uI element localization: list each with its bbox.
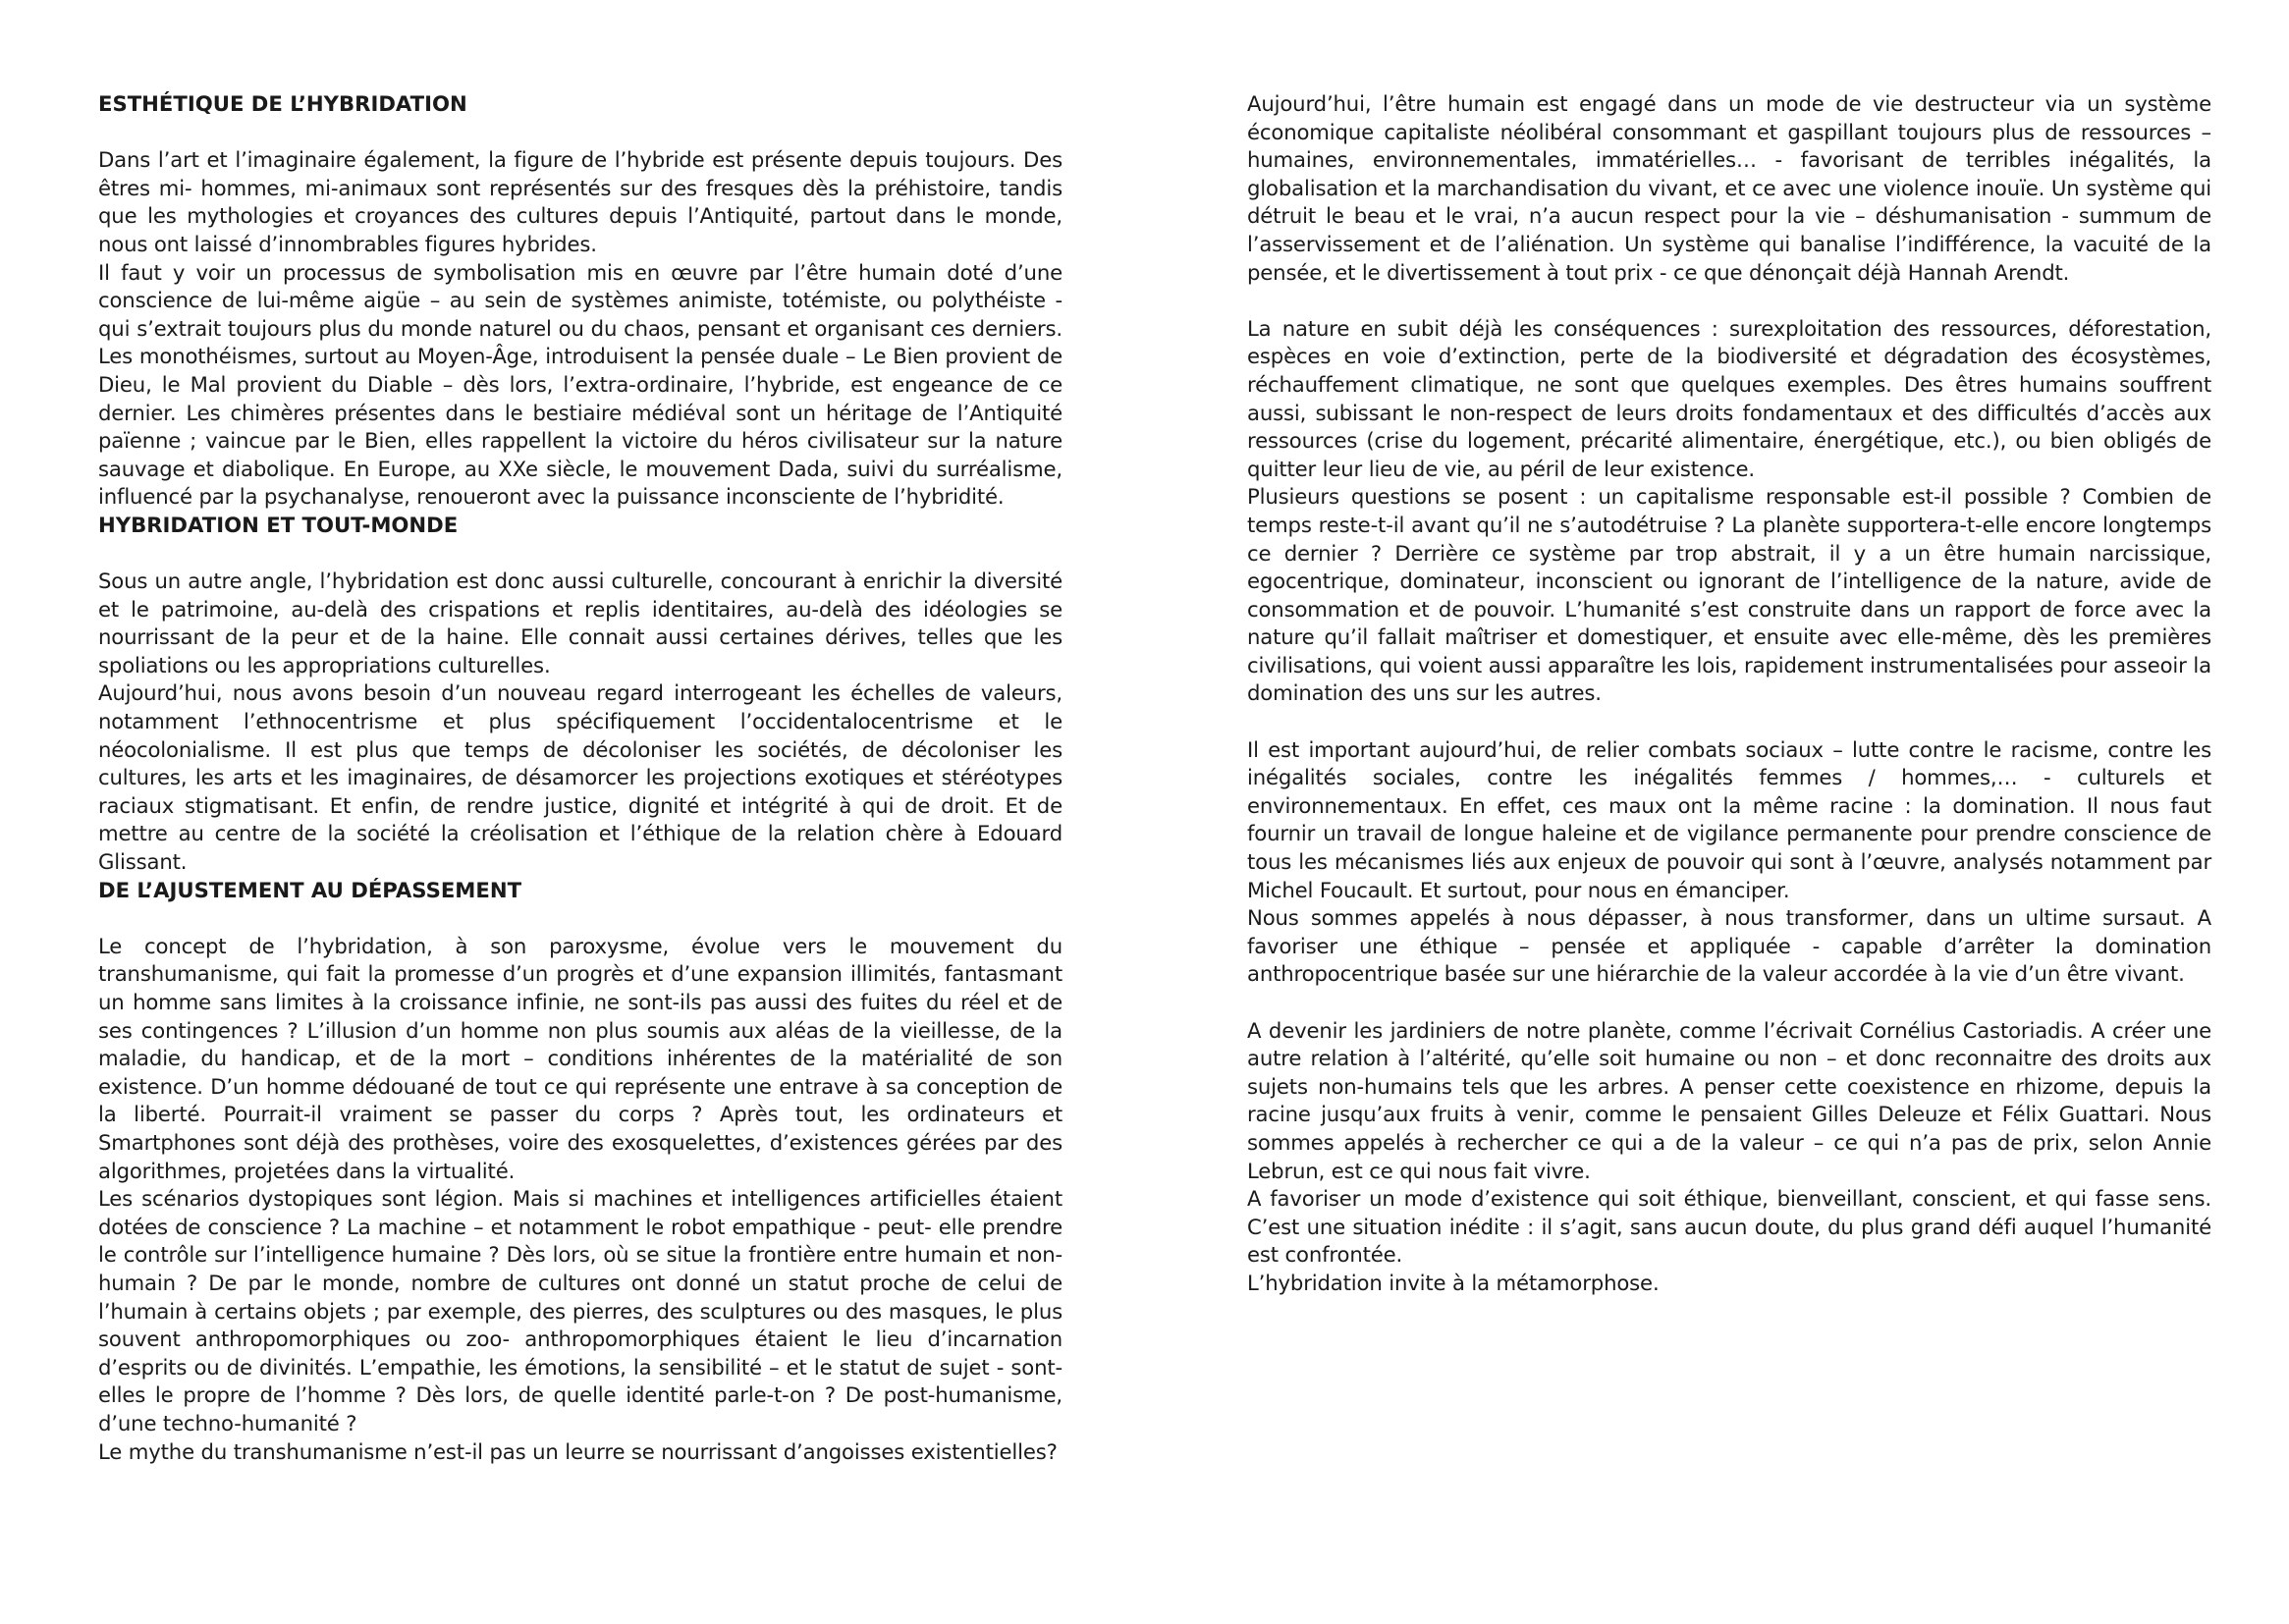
section-body xyxy=(98,568,1063,877)
paragraph: Sous un autre angle, l’hybridation est donc aussi culturelle, concourant à enrichir la diversité et le patrimoine, au-delà des crispations et replis identitaires, au-delà des idéologies se nourrissant de la peur et de la haine. Elle connait aussi certaines dérives, telles que les spoliations ou les appropriations culturelles. xyxy=(98,568,1063,677)
section-heading: DE L’AJUSTEMENT AU DÉPASSEMENT xyxy=(98,877,522,902)
section-heading: ESTHÉTIQUE DE L’HYBRIDATION xyxy=(98,91,467,116)
paragraph: A devenir les jardiniers de notre planète, comme l’écrivait Cornélius Castoriadis. A créer une autre relation à l’altérité, qu’elle soit humaine ou non – et donc reconnaitre des droits aux sujets non-humains tels que les arbres. A penser cette coexistence en rhizome, depuis la racine jusqu’aux fruits à venir, comme le pensaient Gilles Deleuze et Félix Guattari. Nous sommes appelés à rechercher ce qui a de la valeur – ce qui n’a pas de prix, selon Annie Lebrun, est ce qui nous fait vivre. xyxy=(1247,1017,2211,1183)
section-body xyxy=(98,933,1063,1466)
left-column xyxy=(98,90,1063,1466)
right-column xyxy=(1247,90,2211,1298)
paragraph: Il est important aujourd’hui, de relier combats sociaux – lutte contre le racisme, contre les inégalités sociales, contre les inégalités femmes / hommes,… - culturels et environnementaux. En effet, ces maux ont la même racine : la domination. Il nous faut fournir un travail de longue haleine et de vigilance permanente pour prendre conscience de tous les mécanismes liés aux enjeux de pouvoir qui sont à l’œuvre, analysés notamment par Michel Foucault. Et surtout, pour nous en émanciper. xyxy=(1247,736,2211,902)
section-depassement xyxy=(98,877,1063,1466)
section-esthetique xyxy=(98,90,1063,512)
paragraph: L’hybridation invite à la métamorphose. xyxy=(1247,1270,1660,1295)
paragraph: Aujourd’hui, nous avons besoin d’un nouveau regard interrogeant les échelles de valeurs, notamment l’ethnocentrisme et plus spécifiquement l’occidentalocentrisme et le néocolonialisme. Il est plus que temps de décoloniser les sociétés, de décoloniser les cultures, les arts et les imaginaires, de désamorcer les projections exotiques et stéréotypes raciaux stigmatisant. Et enfin, de rendre justice, dignité et intégrité à qui de droit. Et de mettre au centre de la société la créolisation et l’éthique de la relation chère à Edouard Glissant. xyxy=(98,680,1063,875)
paragraph: A favoriser un mode d’existence qui soit éthique, bienveillant, conscient, et qui fasse sens. C’est une situation inédite : il s’agit, sans aucun doute, du plus grand défi auquel l’humanité est confrontée. xyxy=(1247,1186,2211,1268)
paragraph: Il faut y voir un processus de symbolisation mis en œuvre par l’être humain doté d’une conscience de lui-même aigüe – au sein de systèmes animiste, totémiste, ou polythéiste - qui s’extrait toujours plus du monde naturel ou du chaos, pensant et organisant ces derniers. Les monothéismes, surtout au Moyen-Âge, introduisent la pensée duale – Le Bien provient de Dieu, le Mal provient du Diable – dès lors, l’extra-ordinaire, l’hybride, est engeance de ce dernier. Les chimères présentes dans le bestiaire médiéval sont un héritage de l’Antiquité païenne ; vaincue par le Bien, elles rappellent la victoire du héros civilisateur sur la nature sauvage et diabolique. En Europe, au XXe siècle, le mouvement Dada, suivi du surréalisme, influencé par la psychanalyse, renoueront avec la puissance inconsciente de l’hybridité. xyxy=(98,259,1063,510)
section-tout-monde xyxy=(98,512,1063,877)
text-block xyxy=(1247,1017,2211,1298)
text-block xyxy=(1247,315,2211,708)
paragraph: Le mythe du transhumanisme n’est-il pas un leurre se nourrissant d’angoisses existentielles? xyxy=(98,1438,1058,1464)
paragraph: Aujourd’hui, l’être humain est engagé dans un mode de vie destructeur via un système économique capitaliste néolibéral consommant et gaspillant toujours plus de ressources – humaines, environnementales, immatérielles… - favorisant de terribles inégalités, la globalisation et la marchandisation du vivant, et ce avec une violence inouïe. Un système qui détruit le beau et le vrai, n’a aucun respect pour la vie – déshumanisation - summum de l’asservissement et de l’aliénation. Un système qui banalise l’indifférence, la vacuité de la pensée, et le divertissement à tout prix - ce que dénonçait déjà Hannah Arendt. xyxy=(1247,91,2211,285)
paragraph: Plusieurs questions se posent : un capitalisme responsable est-il possible ? Combien de temps reste-t-il avant qu’il ne s’autodétruise ? La planète supportera-t-elle encore longtemps ce dernier ? Derrière ce système par trop abstrait, il y a un être humain narcissique, egocentrique, dominateur, inconscient ou ignorant de l’intelligence de la nature, avide de consommation et de pouvoir. L’humanité s’est construite dans un rapport de force avec la nature qu’il fallait maîtriser et domestiquer, et ensuite avec elle-même, dès les premières civilisations, qui voient aussi apparaître les lois, rapidement instrumentalisées pour asseoir la domination des uns sur les autres. xyxy=(1247,484,2211,706)
text-block xyxy=(1247,736,2211,989)
paragraph: Dans l’art et l’imaginaire également, la figure de l’hybride est présente depuis toujours. Des êtres mi- hommes, mi-animaux sont représentés sur des fresques dès la préhistoire, tandis que les mythologies et croyances des cultures depuis l’Antiquité, partout dans le monde, nous ont laissé d’innombrables figures hybrides. xyxy=(98,147,1063,256)
paragraph: Le concept de l’hybridation, à son paroxysme, évolue vers le mouvement du transhumanisme, qui fait la promesse d’un progrès et d’une expansion illimités, fantasmant un homme sans limites à la croissance infinie, ne sont-ils pas aussi des fuites du réel et de ses contingences ? L’illusion d’un homme non plus soumis aux aléas de la vieillesse, de la maladie, du handicap, et de la mort – conditions inhérentes de la matérialité de son existence. D’un homme dédouané de tout ce qui représente une entrave à sa conception de la liberté. Pourrait-il vraiment se passer du corps ? Après tout, les ordinateurs et Smartphones sont déjà des prothèses, voire des exosquelettes, d’existences gérées par des algorithmes, projetées dans la virtualité. xyxy=(98,933,1063,1183)
paragraph: Les scénarios dystopiques sont légion. Mais si machines et intelligences artificielles étaient dotées de conscience ? La machine – et notamment le robot empathique - peut- elle prendre le contrôle sur l’intelligence humaine ? Dès lors, où se situe la frontière entre humain et non-humain ? De par le monde, nombre de cultures ont donné un statut proche de celui de l’humain à certains objets ; par exemple, des pierres, des sculptures ou des masques, le plus souvent anthropomorphiques ou zoo- anthropomorphiques étaient le lieu d’incarnation d’esprits ou de divinités. L’empathie, les émotions, la sensibilité – et le statut de sujet - sont-elles le propre de l’homme ? Dès lors, de quelle identité parle-t-on ? De post-humanisme, d’une techno-humanité ? xyxy=(98,1186,1063,1435)
section-body xyxy=(98,146,1063,512)
paragraph: Nous sommes appelés à nous dépasser, à nous transformer, dans un ultime sursaut. A favoriser une éthique – pensée et appliquée - capable d’arrêter la domination anthropocentrique basée sur une hiérarchie de la valeur accordée à la vie d’un être vivant. xyxy=(1247,905,2211,987)
text-block xyxy=(1247,90,2211,287)
paragraph: La nature en subit déjà les conséquences : surexploitation des ressources, déforestation, espèces en voie d’extinction, perte de la biodiversité et dégradation des écosystèmes, réchauffement climatique, ne sont que quelques exemples. Des êtres humains souffrent aussi, subissant le non-respect de leurs droits fondamentaux et des difficultés d’accès aux ressources (crise du logement, précarité alimentaire, énergétique, etc.), ou bien obligés de quitter leur lieu de vie, au péril de leur existence. xyxy=(1247,315,2211,481)
section-heading: HYBRIDATION ET TOUT-MONDE xyxy=(98,512,459,537)
